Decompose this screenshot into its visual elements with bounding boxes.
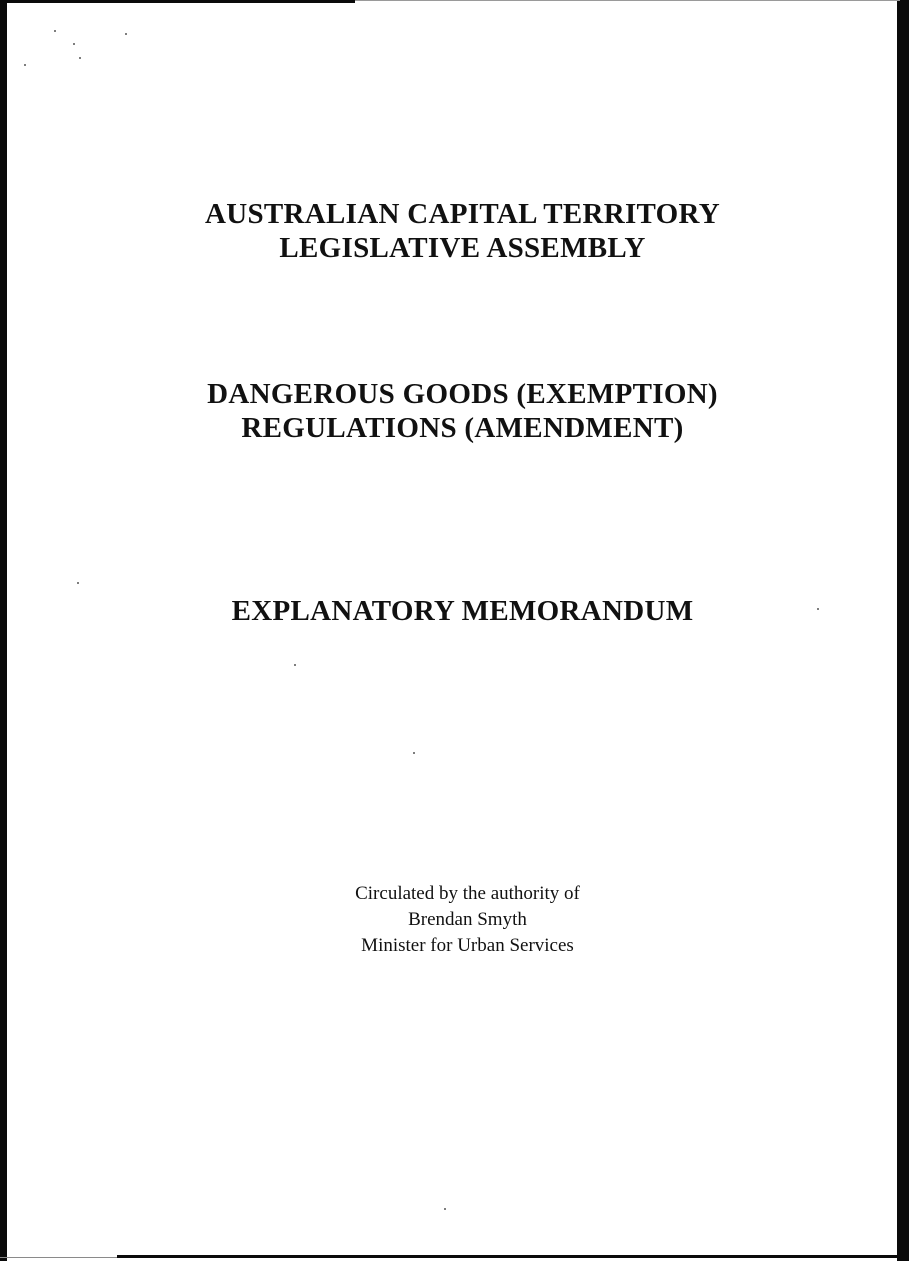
regulation-title-line1: DANGEROUS GOODS (EXEMPTION) (207, 378, 718, 410)
scan-border-left (0, 0, 7, 1261)
memorandum-title: EXPLANATORY MEMORANDUM (231, 595, 694, 627)
circulation-block (0, 881, 909, 959)
regulation-title-line2: REGULATIONS (AMENDMENT) (241, 412, 684, 444)
scan-speck (24, 64, 26, 66)
scan-speck (294, 664, 296, 666)
scan-border-bottom (117, 1255, 907, 1258)
assembly-heading-line2: LEGISLATIVE ASSEMBLY (279, 232, 646, 264)
scan-speck (444, 1208, 446, 1210)
circulation-line: Circulated by the authority of (355, 883, 580, 904)
scan-speck (413, 752, 415, 754)
assembly-heading (8, 197, 909, 265)
scan-border-right (897, 0, 909, 1261)
scan-border-bottom-faint (0, 1257, 117, 1258)
scan-border-top (0, 0, 355, 3)
scan-speck (125, 33, 127, 35)
minister-title: Minister for Urban Services (361, 935, 574, 956)
assembly-heading-line1: AUSTRALIAN CAPITAL TERRITORY (205, 198, 720, 230)
scan-speck (54, 30, 56, 32)
regulation-title (8, 377, 909, 445)
minister-name: Brendan Smyth (408, 909, 527, 930)
scan-speck (79, 57, 81, 59)
scan-border-top-faint (355, 0, 900, 1)
scan-speck (77, 582, 79, 584)
scan-speck (73, 43, 75, 45)
